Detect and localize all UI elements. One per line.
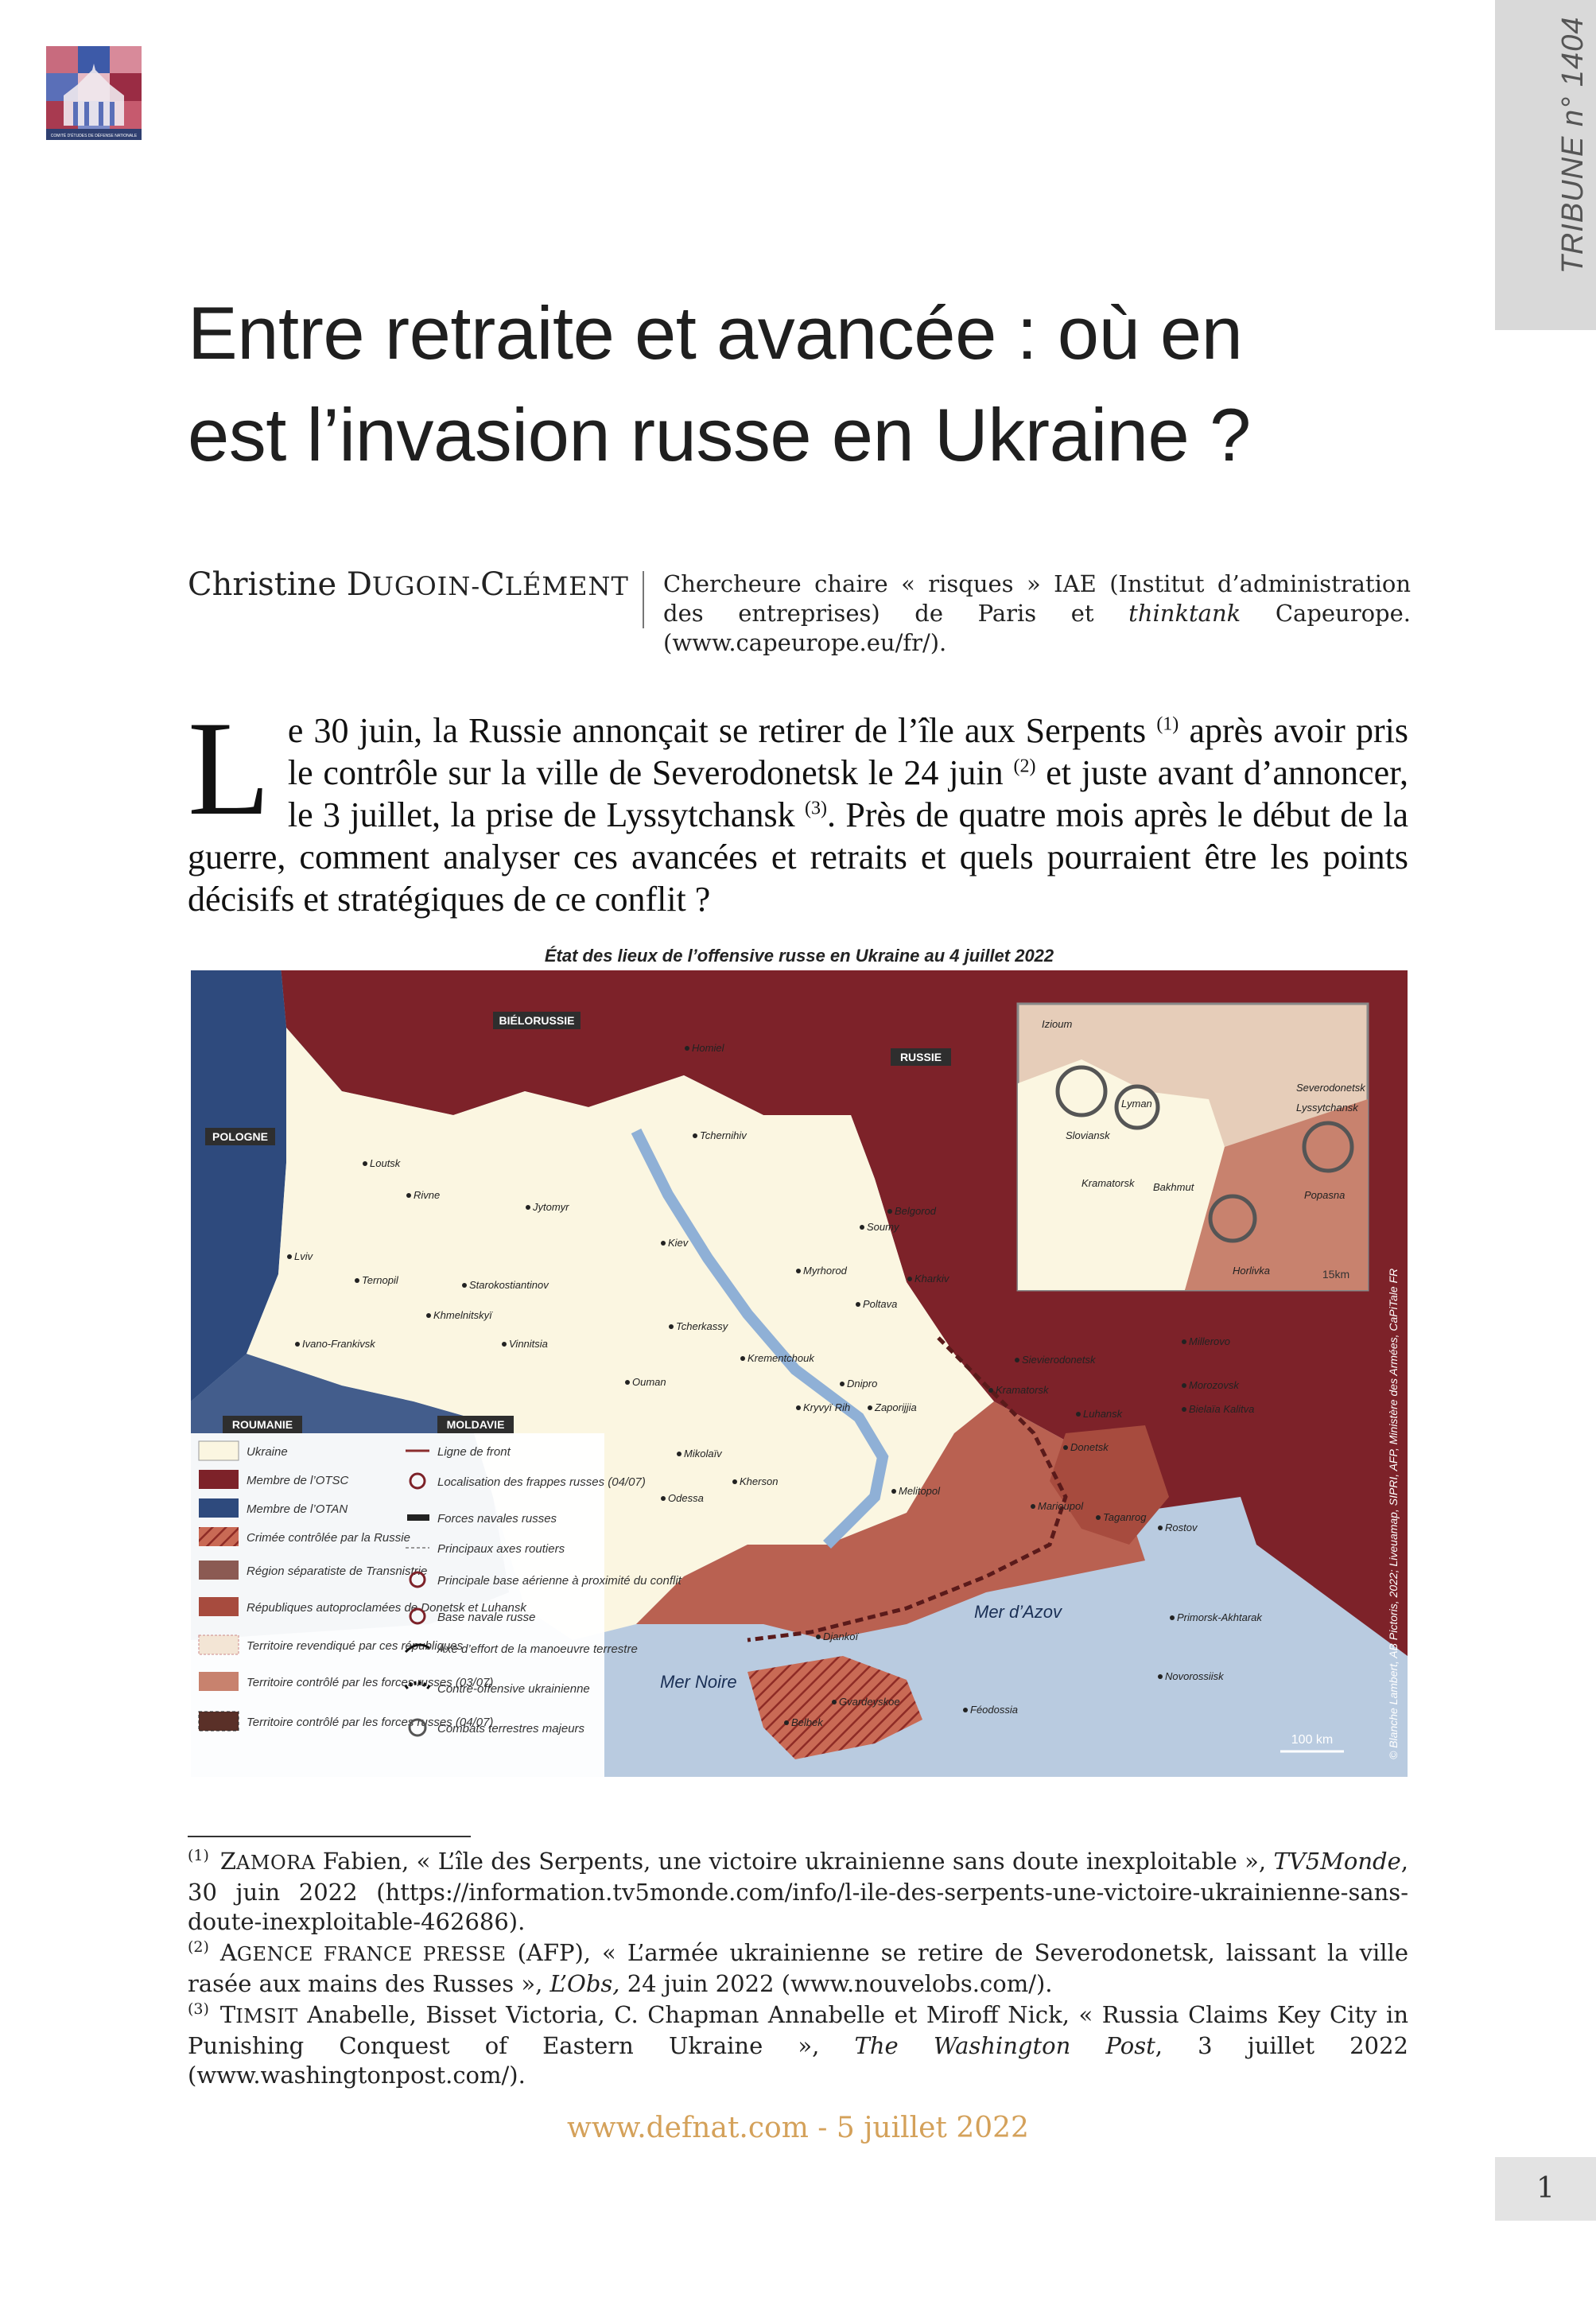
city-dot [860, 1225, 864, 1230]
footnote-source: L’Obs, [549, 1970, 620, 1997]
footer-url-date[interactable]: www.defnat.com - 5 juillet 2022 [567, 2112, 1029, 2144]
author-last-initial: D [346, 566, 372, 603]
city-label: Taganrog [1103, 1511, 1147, 1523]
author-name [188, 566, 629, 603]
footnote-text2: , 3 juillet 2022 (www.washingtonpost.com/). [188, 2032, 1408, 2089]
city-dot [1076, 1412, 1081, 1417]
legend-contre-offensive: Contre-offensive ukrainienne [437, 1682, 590, 1696]
legend-navales: Forces navales russes [437, 1512, 557, 1526]
city-dot [625, 1380, 630, 1385]
city-label: Krementchouk [748, 1352, 814, 1364]
city-dot [526, 1205, 530, 1210]
city-label: Millerovo [1189, 1335, 1231, 1347]
article-title [188, 282, 1428, 486]
footnote-source: The Washington Post [854, 2032, 1155, 2059]
city-label: Rostov [1165, 1522, 1198, 1533]
city-dot [1015, 1358, 1019, 1362]
footnote-ref-3[interactable]: (3) [804, 798, 827, 819]
city-label: Kherson [740, 1475, 779, 1487]
city-label: Myrhorod [803, 1265, 847, 1277]
city-label: Kramatorsk [996, 1384, 1049, 1396]
legend-controle-0407: Territoire contrôlé par les forces russes (04/07) [247, 1716, 494, 1729]
inset-city-label: Popasna [1304, 1189, 1346, 1201]
city-label: Djankoï [823, 1631, 859, 1642]
lead-paragraph [188, 694, 1408, 920]
map-title: État des lieux de l’offensive russe en Ukraine au 4 juillet 2022 [544, 946, 1054, 966]
city-dot [796, 1405, 801, 1410]
city-label: Marioupol [1038, 1500, 1084, 1512]
author-last-rest: UGOIN- [371, 571, 481, 601]
footnote-text2: 24 juin 2022 (www.nouvelobs.com/). [619, 1970, 1053, 1997]
city-dot [661, 1496, 666, 1501]
legend-republiques: Républiques autoproclamées de Donetsk et Luhansk [247, 1601, 526, 1615]
footnote-ref-1[interactable]: (1) [1156, 713, 1179, 735]
footnote-author-initial: Z [219, 1848, 237, 1875]
city-dot [355, 1278, 359, 1283]
label-russie: RUSSIE [899, 1051, 942, 1063]
city-dot [732, 1479, 737, 1484]
footnote-rule [188, 1836, 471, 1837]
footnote-text: (AFP), « L’armée ukrainienne se retire de Severodonetsk, laissant la ville rasée aux mains des Russes », [188, 1939, 1408, 1997]
city-dot [1031, 1504, 1035, 1509]
footnote-author-rest: IMSIT [235, 2005, 298, 2027]
lead-part3: et juste avant d’annoncer, le 3 juillet, la prise de Lyssytchansk [287, 753, 1408, 834]
footnote-num: (1) [188, 1847, 209, 1865]
logo [46, 46, 142, 140]
lead-part2: après avoir pris le contrôle sur la ville de Severodonetsk le 24 juin [287, 711, 1408, 792]
city-dot [784, 1720, 789, 1725]
title-line-2: est l’invasion russe en Ukraine ? [188, 393, 1251, 476]
city-dot [677, 1452, 682, 1456]
city-dot [816, 1634, 821, 1639]
label-moldavie: MOLDAVIE [446, 1418, 505, 1431]
author-separator [643, 571, 644, 628]
city-dot [887, 1209, 892, 1214]
city-label: Belgorod [895, 1205, 937, 1217]
footnote-author-rest: AMORA [236, 1852, 316, 1874]
legend-controle-0307: Territoire contrôlé par les forces russes (03/07) [247, 1676, 494, 1689]
legend-otsc: Membre de l’OTSC [247, 1474, 349, 1487]
footnote-1 [188, 1847, 1408, 1937]
city-label: Kharkiv [914, 1273, 949, 1285]
page-number: 1 [1536, 2172, 1555, 2205]
drop-cap: L [188, 694, 270, 843]
city-label: Féodossia [970, 1704, 1018, 1716]
offensive-map [191, 940, 1408, 1777]
city-label: Vinnitsia [509, 1338, 548, 1350]
city-label: Gvardeyskoe [839, 1696, 900, 1708]
city-dot [363, 1161, 367, 1166]
footnote-num: (2) [188, 1938, 209, 1957]
city-dot [1158, 1674, 1163, 1679]
footnote-ref-2[interactable]: (2) [1013, 756, 1036, 777]
label-roumanie: ROUMANIE [231, 1418, 293, 1431]
label-bielorussie: BIÉLORUSSIE [499, 1014, 575, 1027]
inset-city-label: Izioum [1042, 1018, 1073, 1030]
city-label: Rivne [414, 1189, 441, 1201]
city-label: Belbek [791, 1716, 823, 1728]
city-label: Sievierodonetsk [1022, 1354, 1096, 1366]
inset-city-label: Sloviansk [1066, 1129, 1110, 1141]
page-number-box [1495, 2157, 1596, 2221]
city-dot [1158, 1526, 1163, 1530]
author-desc-part1: Chercheure chaire « risques » IAE (Institut d’administration des entreprises) de Paris et [663, 570, 1411, 627]
inset-city-label: Horlivka [1233, 1265, 1270, 1277]
city-label: Bielaïa Kalitva [1189, 1403, 1255, 1415]
inset-city-label: Lyman [1121, 1098, 1152, 1110]
author-desc-part2: Capeurope. (www.capeurope.eu/fr/). [663, 600, 1411, 656]
logo-caption: COMITÉ D'ÉTUDES DE DÉFENSE NATIONALE [50, 134, 138, 138]
legend-ukraine: Ukraine [247, 1445, 288, 1459]
city-dot [1182, 1407, 1186, 1412]
footnote-author-initial: T [219, 2001, 236, 2028]
city-label: Luhansk [1083, 1408, 1123, 1420]
author-desc-italic: thinktank [1128, 600, 1241, 627]
legend-base-aerienne: Principale base aérienne à proximité du conflit [437, 1574, 682, 1588]
city-label: Tcherkassy [676, 1320, 728, 1332]
author-last-initial2: C [480, 566, 505, 603]
inset-city-label: Lyssytchansk [1296, 1102, 1358, 1114]
city-dot [462, 1283, 467, 1288]
legend-crimee: Crimée contrôlée par la Russie [247, 1531, 410, 1545]
city-dot [907, 1277, 912, 1281]
footnotes [188, 1847, 1408, 2092]
city-label: Primorsk-Akhtarak [1177, 1611, 1262, 1623]
lead-part4: . Près de quatre mois après le début de la guerre, comment analyser ces avancées et retraits et quels pourraient être les points décisifs et stratégiques de ce conflit ? [188, 795, 1408, 919]
city-dot [693, 1133, 697, 1138]
label-mer-azov: Mer d’Azov [974, 1602, 1062, 1622]
author-description [663, 569, 1411, 658]
city-label: Ternopil [362, 1274, 398, 1286]
city-label: Morozovsk [1189, 1379, 1239, 1391]
city-dot [287, 1254, 292, 1259]
city-dot [832, 1700, 837, 1704]
scale-label: 100 km [1291, 1733, 1334, 1747]
legend-axe-effort: Axe d’effort de la manoeuvre terrestre [437, 1642, 638, 1656]
city-label: Jytomyr [533, 1201, 569, 1213]
city-label: Ouman [632, 1376, 666, 1388]
city-dot [868, 1405, 872, 1410]
footnote-text2: , 30 juin 2022 (https://information.tv5monde.com/info/l-ile-des-serpents-une-victoire-ukrainienne-sans-doute-inexploitable-462686). [188, 1848, 1408, 1935]
city-dot [740, 1356, 745, 1361]
city-dot [295, 1342, 300, 1347]
city-label: Kiev [668, 1237, 689, 1249]
city-dot [502, 1342, 507, 1347]
city-label: Ivano-Frankivsk [302, 1338, 375, 1350]
city-dot [669, 1324, 674, 1329]
city-label: Homiel [692, 1042, 724, 1054]
city-dot [840, 1382, 845, 1386]
city-label: Donetsk [1070, 1441, 1109, 1453]
legend-transnistrie: Région séparatiste de Transnistrie [247, 1564, 428, 1578]
title-line-1: Entre retraite et avancée : où en [188, 291, 1243, 375]
inset-city-label: Kramatorsk [1081, 1177, 1135, 1189]
label-mer-noire: Mer Noire [660, 1672, 737, 1692]
inset-city-label: Bakhmut [1153, 1181, 1194, 1193]
footnote-source: TV5Monde [1273, 1848, 1401, 1875]
city-dot [406, 1193, 411, 1198]
footnote-3 [188, 2000, 1408, 2090]
city-dot [1063, 1445, 1068, 1450]
legend-revendique: Territoire revendiqué par ces républiques [247, 1639, 464, 1653]
city-dot [1170, 1615, 1175, 1620]
legend-front: Ligne de front [437, 1445, 511, 1459]
author-last-rest2: LÉMENT [504, 571, 629, 601]
city-label: Odessa [668, 1492, 704, 1504]
footnote-author-initial: A [219, 1939, 237, 1966]
city-label: Melitopol [899, 1485, 941, 1497]
city-dot [963, 1708, 968, 1712]
city-label: Khmelnitskyï [433, 1309, 492, 1321]
legend-axes: Principaux axes routiers [437, 1542, 565, 1556]
map-credit: © Blanche Lambert, AB Pictoris, 2022; Liveuamap, SIPRI, AFP, Ministère des Armées, CaPiTale FR [1387, 1268, 1400, 1759]
legend-frappes: Localisation des frappes russes (04/07) [437, 1475, 646, 1489]
tribune-tab [1495, 0, 1596, 330]
city-label: Mikolaïv [684, 1448, 722, 1460]
city-label: Novorossiisk [1165, 1670, 1224, 1682]
footnote-2 [188, 1938, 1408, 1999]
city-dot [856, 1302, 860, 1307]
inset-scale-label: 15km [1322, 1268, 1350, 1281]
inset-city-label: Severodonetsk [1296, 1082, 1365, 1094]
legend-combats: Combats terrestres majeurs [437, 1722, 585, 1735]
lead-part1: e 30 juin, la Russie annonçait se retirer de l’île aux Serpents [287, 711, 1157, 750]
city-dot [1096, 1515, 1101, 1520]
city-dot [661, 1241, 666, 1246]
city-dot [1182, 1383, 1186, 1388]
footnote-author-rest: GENCE FRANCE PRESSE [236, 1943, 507, 1965]
legend-otan: Membre de l’OTAN [247, 1502, 348, 1516]
city-label: Tchernihiv [700, 1129, 747, 1141]
city-dot [988, 1388, 993, 1393]
legend-base-navale: Base navale russe [437, 1611, 536, 1624]
footnote-text: Anabelle, Bisset Victoria, C. Chapman Annabelle et Miroff Nick, « Russia Claims Key City in Punishing Conquest of Eastern Ukraine », [188, 2001, 1408, 2059]
tribune-label: TRIBUNE n° 1404 [1556, 16, 1590, 274]
footnote-num: (3) [188, 2000, 209, 2019]
city-dot [891, 1489, 896, 1494]
city-label: Soumy [867, 1221, 899, 1233]
city-dot [426, 1313, 431, 1318]
label-pologne: POLOGNE [212, 1130, 269, 1143]
footnote-text: Fabien, « L’île des Serpents, une victoire ukrainienne sans doute inexploitable », [315, 1848, 1274, 1875]
city-label: Lviv [294, 1250, 313, 1262]
city-dot [685, 1046, 689, 1051]
city-label: Dnipro [847, 1378, 878, 1390]
author-first: Christine [188, 566, 347, 603]
city-label: Poltava [863, 1298, 898, 1310]
city-label: Loutsk [370, 1157, 401, 1169]
city-dot [1182, 1339, 1186, 1344]
city-label: Zaporijjia [875, 1401, 917, 1413]
city-label: Starokostiantinov [469, 1279, 549, 1291]
city-dot [796, 1269, 801, 1273]
city-label: Kryvyï Rih [803, 1401, 851, 1413]
